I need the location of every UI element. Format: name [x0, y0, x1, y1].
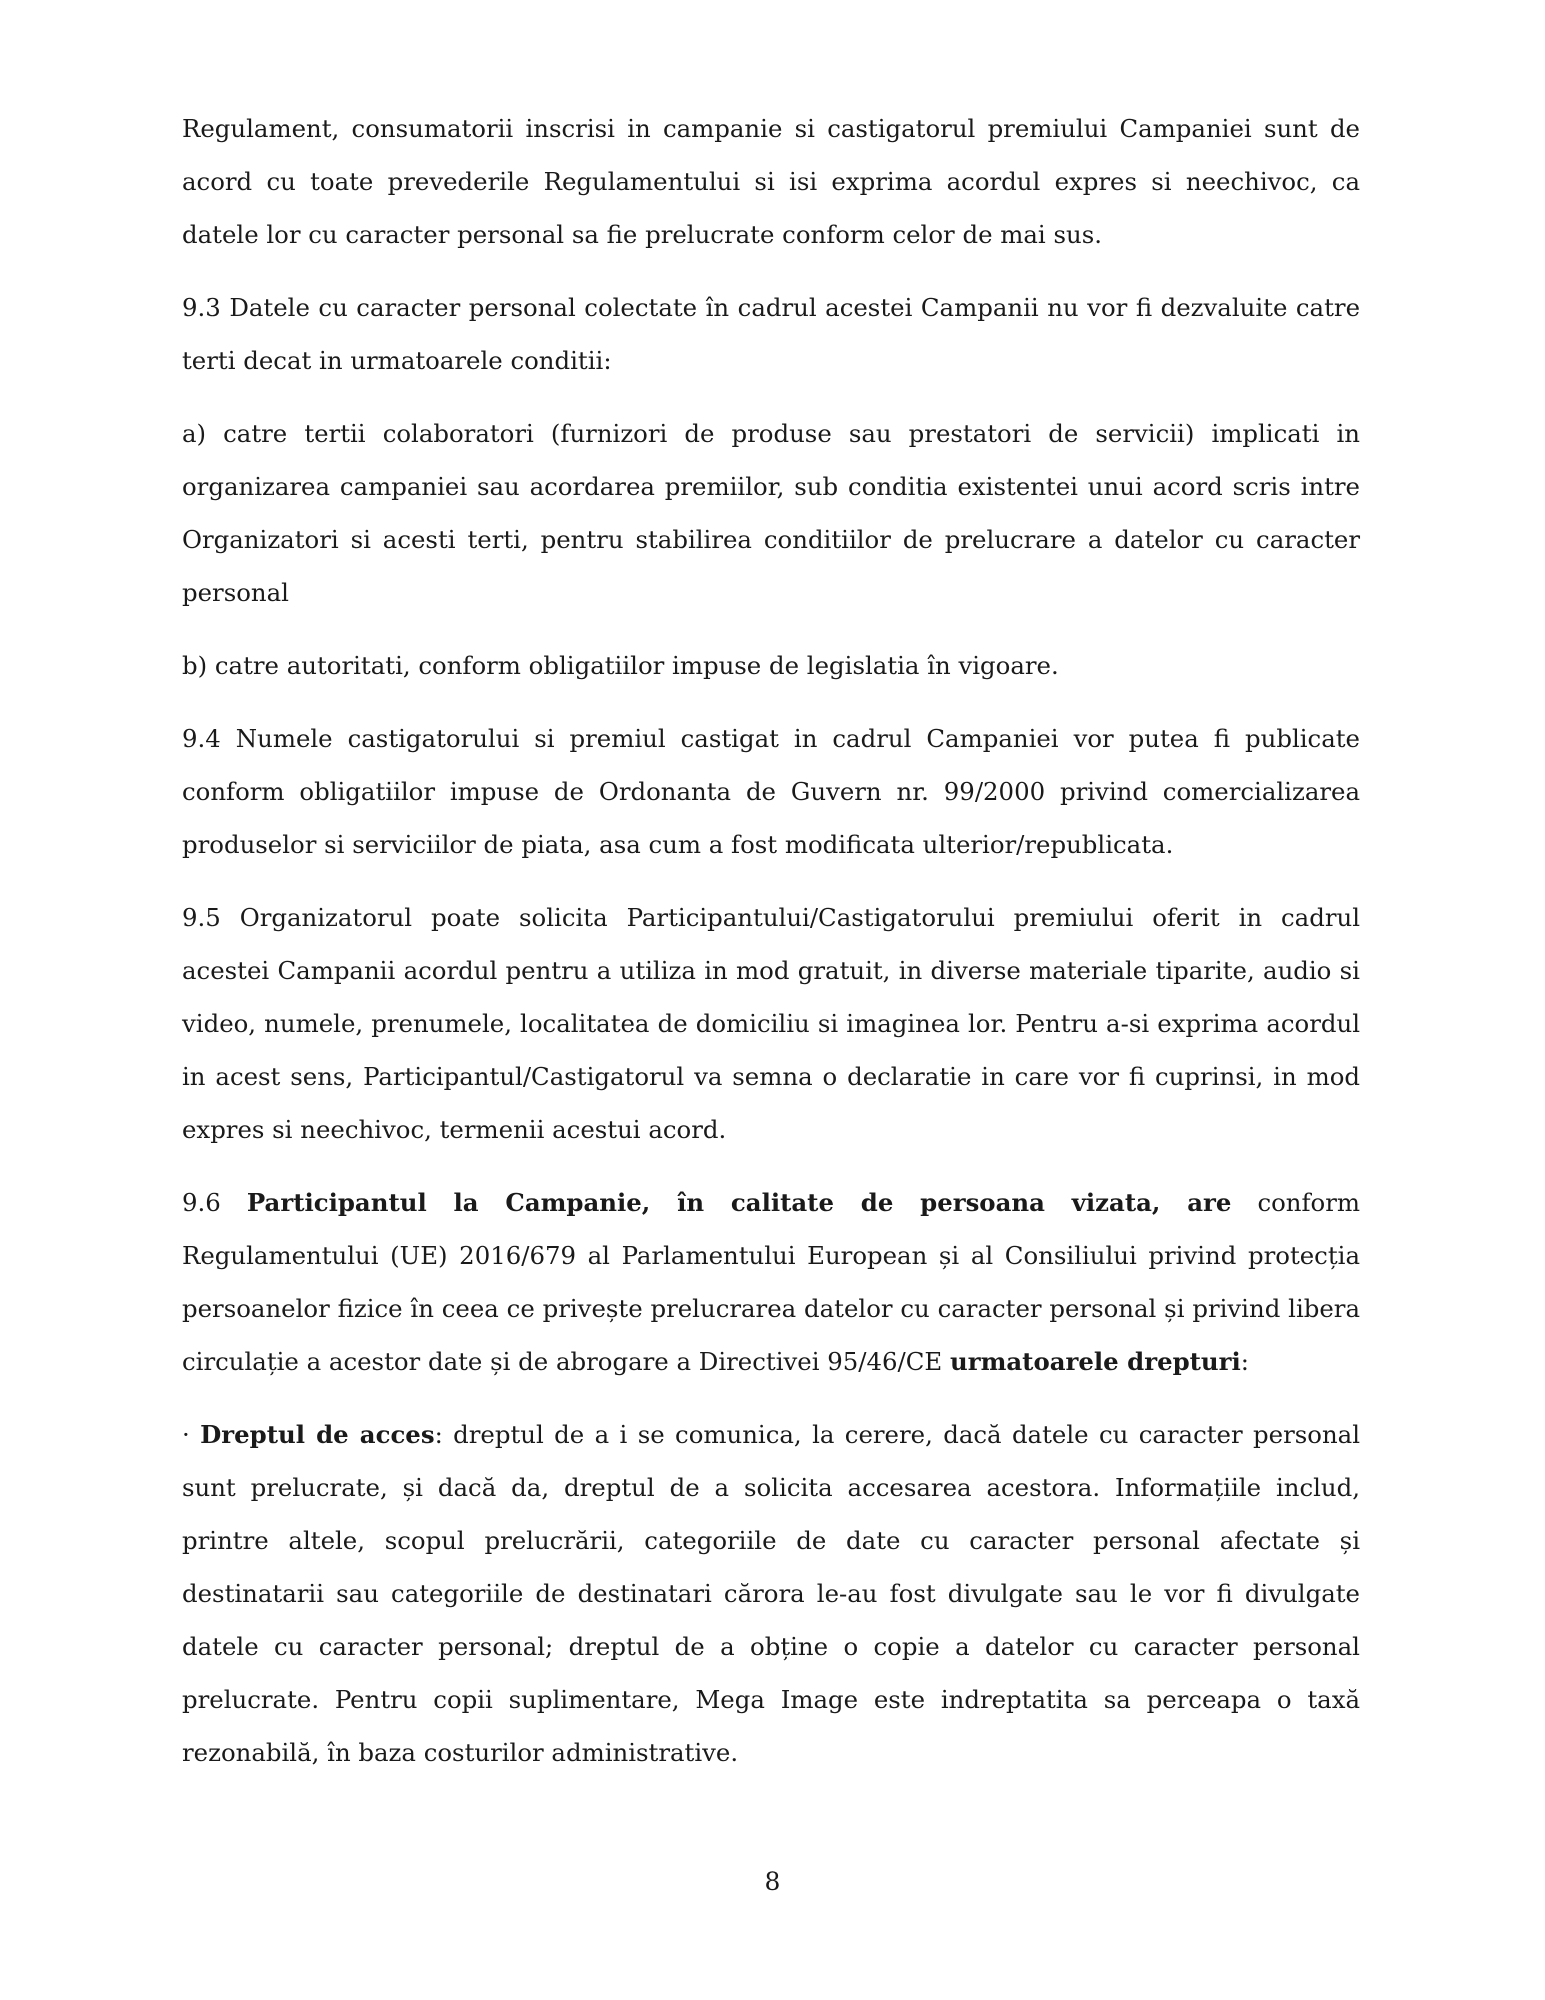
page-number: 8 [764, 1867, 781, 1896]
paragraph-9-6-bold-end: urmatoarele drepturi [949, 1347, 1241, 1376]
paragraph-9-6-bold-lead: Participantul la Campanie, în calitate de persoana vizata, are [246, 1188, 1232, 1217]
paragraph-9-6-end: : [1240, 1347, 1249, 1376]
paragraph-9-3-a: a) catre tertii colaboratori (furnizori de produse sau prestatori de servicii) implicati in organizarea campaniei sau acordarea premiilor, sub conditia existentei unui acord scris intre Organizatori si acesti terti, pentru stabilirea conditiilor de prelucrare a datelor cu caracter personal [182, 419, 1360, 607]
right-of-access-title: Dreptul de acces [200, 1420, 435, 1449]
paragraph-right-of-access [182, 1408, 1360, 1779]
bullet-mark: · [182, 1420, 201, 1449]
paragraph-9-4: 9.4 Numele castigatorului si premiul castigat in cadrul Campaniei vor putea fi publicate conform obligatiilor impuse de Ordonanta de Guvern nr. 99/2000 privind comercializarea produselor si serviciilor de piata, asa cum a fost modificata ulterior/republicata. [182, 724, 1360, 859]
right-of-access-text: : dreptul de a i se comunica, la cerere, dacă datele cu caracter personal sunt prelucrate, și dacă da, dreptul de a solicita accesarea acestora. Informațiile includ, printre altele, scopul prelucrării, categoriile de date cu caracter personal afectate și destinatarii sau categoriile de destinatari cărora le-au fost divulgate sau le vor fi divulgate datele cu caracter personal; dreptul de a obține o copie a datelor cu caracter personal prelucrate. Pentru copii suplimentare, Mega Image este indreptatita sa perceapa o taxă rezonabilă, în baza costurilor administrative. [182, 1420, 1360, 1767]
paragraph-9-6-number: 9.6 [182, 1188, 247, 1217]
paragraph-consent: Regulament, consumatorii inscrisi in campanie si castigatorul premiului Campaniei sunt de acord cu toate prevederile Regulamentului si isi exprima acordul expres si neechivoc, ca datele lor cu caracter personal sa fie prelucrate conform celor de mai sus. [182, 114, 1360, 249]
paragraph-9-3-b: b) catre autoritati, conform obligatiilor impuse de legislatia în vigoare. [182, 651, 1059, 680]
paragraph-9-3: 9.3 Datele cu caracter personal colectate în cadrul acestei Campanii nu vor fi dezvaluite catre terti decat in urmatoarele conditii: [182, 293, 1360, 375]
document-body [182, 102, 1360, 1799]
paragraph-9-5: 9.5 Organizatorul poate solicita Participantului/Castigatorului premiului oferit in cadrul acestei Campanii acordul pentru a utiliza in mod gratuit, in diverse materiale tiparite, audio si video, numele, prenumele, localitatea de domiciliu si imaginea lor. Pentru a-si exprima acordul in acest sens, Participantul/Castigatorul va semna o declaratie in care vor fi cuprinsi, in mod expres si neechivoc, termenii acestui acord. [182, 903, 1360, 1144]
paragraph-9-6 [182, 1176, 1360, 1388]
paragraph-9-6-text: conform Regulamentului (UE) 2016/679 al Parlamentului European și al Consiliului privind protecția persoanelor fizice în ceea ce privește prelucrarea datelor cu caracter personal și privind libera circulație a acestor date și de abrogare a Directivei 95/46/CE [182, 1188, 1360, 1376]
